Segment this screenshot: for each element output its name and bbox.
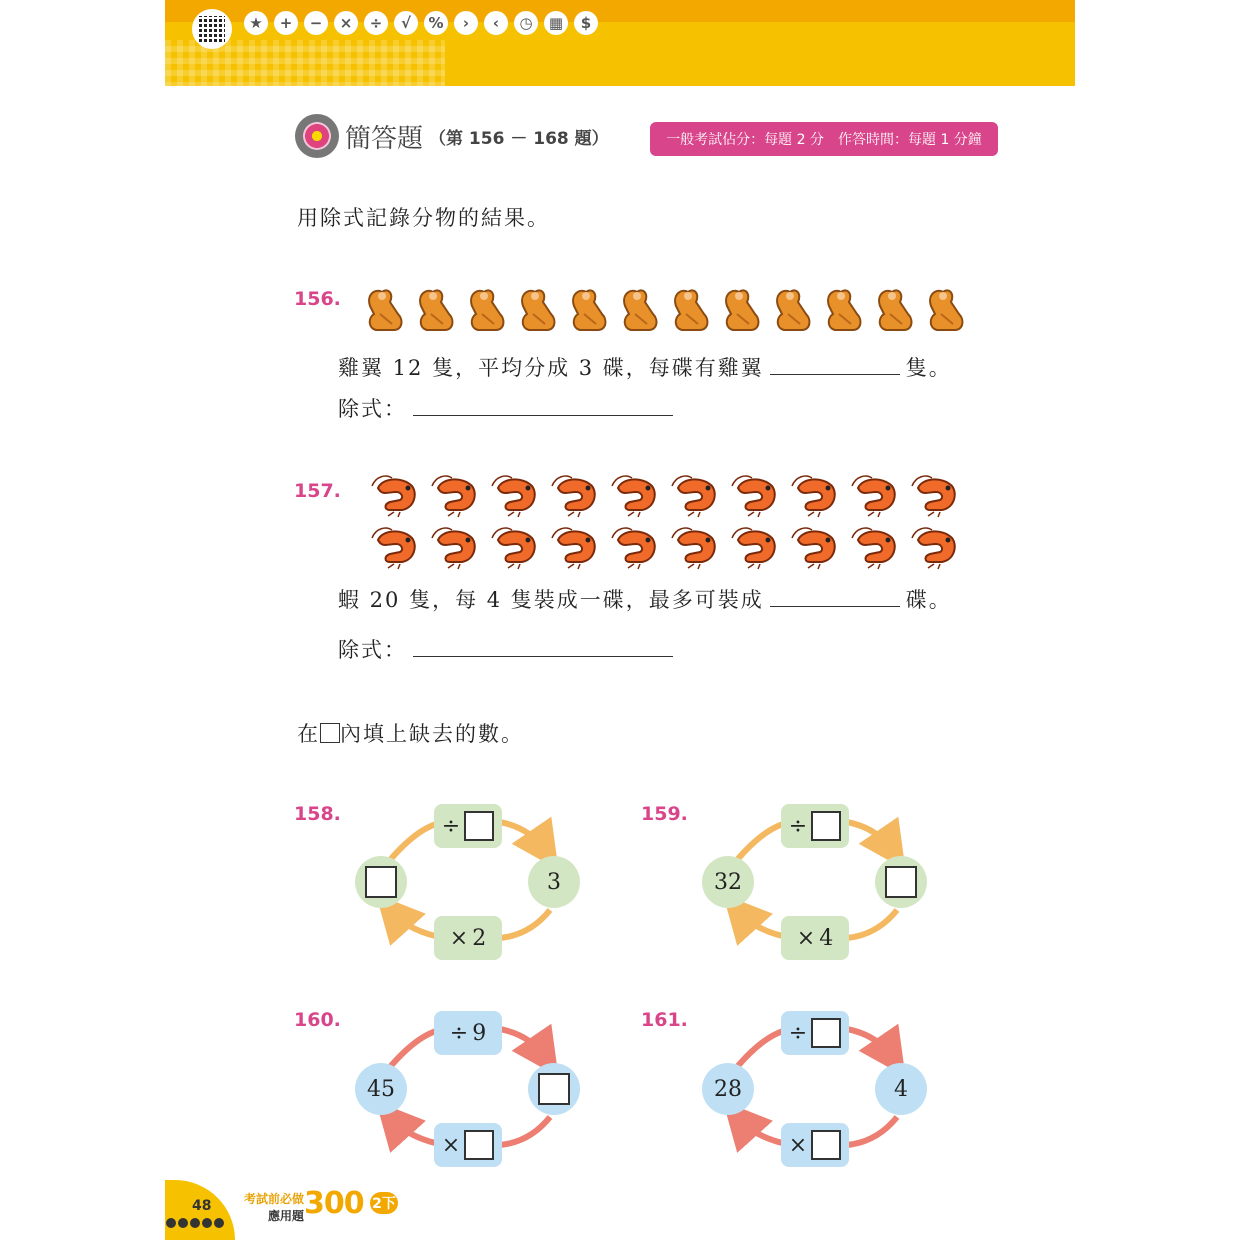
bottom-op-symbol-158: ×	[449, 925, 469, 951]
top-operator-160	[434, 1011, 502, 1055]
q157-text-b: 碟。	[905, 588, 952, 612]
brand-line-1: 考試前必做	[244, 1192, 305, 1206]
cycle-diagram-161	[697, 1007, 937, 1177]
shrimp-icon	[368, 526, 420, 570]
calculator-icon[interactable]: ▦	[544, 11, 568, 35]
top-op-value-160: 9	[472, 1020, 487, 1046]
top-operator-158	[434, 804, 502, 848]
q157-answer-blank[interactable]	[770, 586, 900, 607]
q157-text-a: 蝦 20 隻，每 4 隻裝成一碟，最多可裝成	[338, 588, 764, 612]
section-title: 簡答題	[345, 123, 424, 154]
clock-icon[interactable]: ◷	[514, 11, 538, 35]
bottom-operator-161	[781, 1123, 849, 1167]
bottom-answer-box-161[interactable]	[811, 1130, 841, 1160]
shrimp-icon	[428, 526, 480, 570]
shrimp-icon	[368, 474, 420, 518]
page-number: 48	[192, 1198, 212, 1214]
chicken-wing-icon	[719, 284, 765, 334]
shrimp-icon	[548, 474, 600, 518]
shrimp-icon	[488, 526, 540, 570]
chicken-wing-icon	[668, 284, 714, 334]
top-op-symbol-161: ÷	[788, 1020, 808, 1046]
bottom-op-value-159: 4	[819, 925, 834, 951]
dollar-icon[interactable]: $	[574, 11, 598, 35]
shrimp-icon	[668, 474, 720, 518]
shrimp-icon	[728, 474, 780, 518]
plus-icon[interactable]: +	[274, 11, 298, 35]
shrimp-icon	[728, 526, 780, 570]
top-operator-161	[781, 1011, 849, 1055]
shrimp-row-1	[368, 474, 968, 518]
bottom-op-symbol-161: ×	[788, 1132, 808, 1158]
bottom-op-symbol-160: ×	[441, 1132, 461, 1158]
qr-code-pattern	[199, 16, 225, 42]
q157-formula-label: 除式：	[338, 638, 407, 662]
shrimp-icon	[788, 474, 840, 518]
shrimp-icon	[908, 526, 960, 570]
cycle-diagram-160	[350, 1007, 590, 1177]
cycle-diagram-158	[350, 800, 590, 970]
chicken-wing-icon	[566, 284, 612, 334]
question-156-text	[338, 352, 952, 382]
divide-icon[interactable]: ÷	[364, 11, 388, 35]
shrimp-icon	[788, 526, 840, 570]
question-number-161: 161.	[641, 1009, 688, 1031]
shrimp-icon	[488, 474, 540, 518]
sqrt-icon[interactable]: √	[394, 11, 418, 35]
right-answer-box-159[interactable]	[885, 866, 917, 898]
chicken-wing-icon	[872, 284, 918, 334]
question-156-formula	[338, 393, 679, 423]
footer-dots	[166, 1218, 224, 1228]
top-op-symbol-159: ÷	[788, 813, 808, 839]
bottom-op-symbol-159: ×	[796, 925, 816, 951]
bottom-operator-160	[434, 1123, 502, 1167]
bottom-operator-158	[434, 916, 502, 960]
chicken-wing-icon	[617, 284, 663, 334]
instruction-missing-number	[297, 718, 524, 748]
qr-code-icon[interactable]	[192, 9, 232, 49]
top-answer-box-159[interactable]	[811, 811, 841, 841]
question-157-text	[338, 584, 952, 614]
shrimp-icon	[608, 526, 660, 570]
book-brand	[244, 1186, 396, 1224]
section-badge-icon	[295, 114, 339, 158]
instruction-part-a: 在	[297, 722, 320, 746]
right-node-159	[875, 856, 927, 908]
question-number-156: 156.	[294, 288, 341, 310]
q156-formula-blank[interactable]	[413, 395, 673, 416]
shrimp-icon	[668, 526, 720, 570]
cycle-diagram-159	[697, 800, 937, 970]
q156-text-a: 雞翼 12 隻，平均分成 3 碟，每碟有雞翼	[338, 356, 764, 380]
shrimp-icon	[848, 526, 900, 570]
brand-number: 300	[304, 1186, 364, 1221]
greater-icon[interactable]: ›	[454, 11, 478, 35]
question-number-160: 160.	[294, 1009, 341, 1031]
times-icon[interactable]: ×	[334, 11, 358, 35]
left-node-158	[355, 856, 407, 908]
question-number-159: 159.	[641, 803, 688, 825]
chicken-wing-icon	[821, 284, 867, 334]
chicken-wing-icon	[362, 284, 408, 334]
chicken-wing-icon	[464, 284, 510, 334]
question-number-157: 157.	[294, 480, 341, 502]
right-answer-box-160[interactable]	[538, 1073, 570, 1105]
left-node-160: 45	[355, 1063, 407, 1115]
worksheet-page	[165, 0, 1075, 1240]
minus-icon[interactable]: −	[304, 11, 328, 35]
shrimp-icon	[548, 526, 600, 570]
q156-answer-blank[interactable]	[770, 354, 900, 375]
chicken-wing-icon	[515, 284, 561, 334]
top-answer-box-161[interactable]	[811, 1018, 841, 1048]
q156-formula-label: 除式：	[338, 397, 407, 421]
chicken-wing-icon	[923, 284, 969, 334]
top-op-symbol-158: ÷	[441, 813, 461, 839]
shrimp-icon	[908, 474, 960, 518]
right-node-158: 3	[528, 856, 580, 908]
bottom-operator-159	[781, 916, 849, 960]
section-header	[295, 114, 609, 158]
shrimp-icon	[428, 474, 480, 518]
instruction-division: 用除式記錄分物的結果。	[297, 206, 550, 230]
bottom-op-value-158: 2	[472, 925, 487, 951]
right-node-161: 4	[875, 1063, 927, 1115]
time-label: 作答時間：每題 1 分鐘	[838, 132, 982, 148]
chicken-wing-icon	[413, 284, 459, 334]
instruction-part-b: 內填上缺去的數。	[340, 722, 524, 746]
top-answer-box-158[interactable]	[464, 811, 494, 841]
score-label: 一般考試佔分：每題 2 分	[666, 132, 824, 148]
left-answer-box-158[interactable]	[365, 866, 397, 898]
shrimp-icon	[608, 474, 660, 518]
top-op-symbol-160: ÷	[449, 1020, 469, 1046]
q157-formula-blank[interactable]	[413, 636, 673, 657]
shrimp-row-2	[368, 526, 968, 570]
section-range: （第 156 － 168 題）	[429, 128, 609, 149]
question-157-formula	[338, 634, 679, 664]
percent-icon[interactable]: %	[424, 11, 448, 35]
q156-text-b: 隻。	[905, 356, 952, 380]
chicken-wing-icon	[770, 284, 816, 334]
score-banner	[650, 122, 998, 156]
bottom-answer-box-160[interactable]	[464, 1130, 494, 1160]
math-symbol-toolbar	[244, 11, 598, 35]
question-number-158: 158.	[294, 803, 341, 825]
top-operator-159	[781, 804, 849, 848]
less-icon[interactable]: ‹	[484, 11, 508, 35]
left-node-161: 28	[702, 1063, 754, 1115]
brand-line-2: 應用題	[268, 1209, 305, 1223]
box-symbol-icon	[320, 723, 340, 743]
right-node-160	[528, 1063, 580, 1115]
chicken-wing-group	[362, 284, 974, 334]
grade-badge: 2下	[370, 1192, 398, 1214]
left-node-159: 32	[702, 856, 754, 908]
shrimp-icon	[848, 474, 900, 518]
star-icon[interactable]: ★	[244, 11, 268, 35]
